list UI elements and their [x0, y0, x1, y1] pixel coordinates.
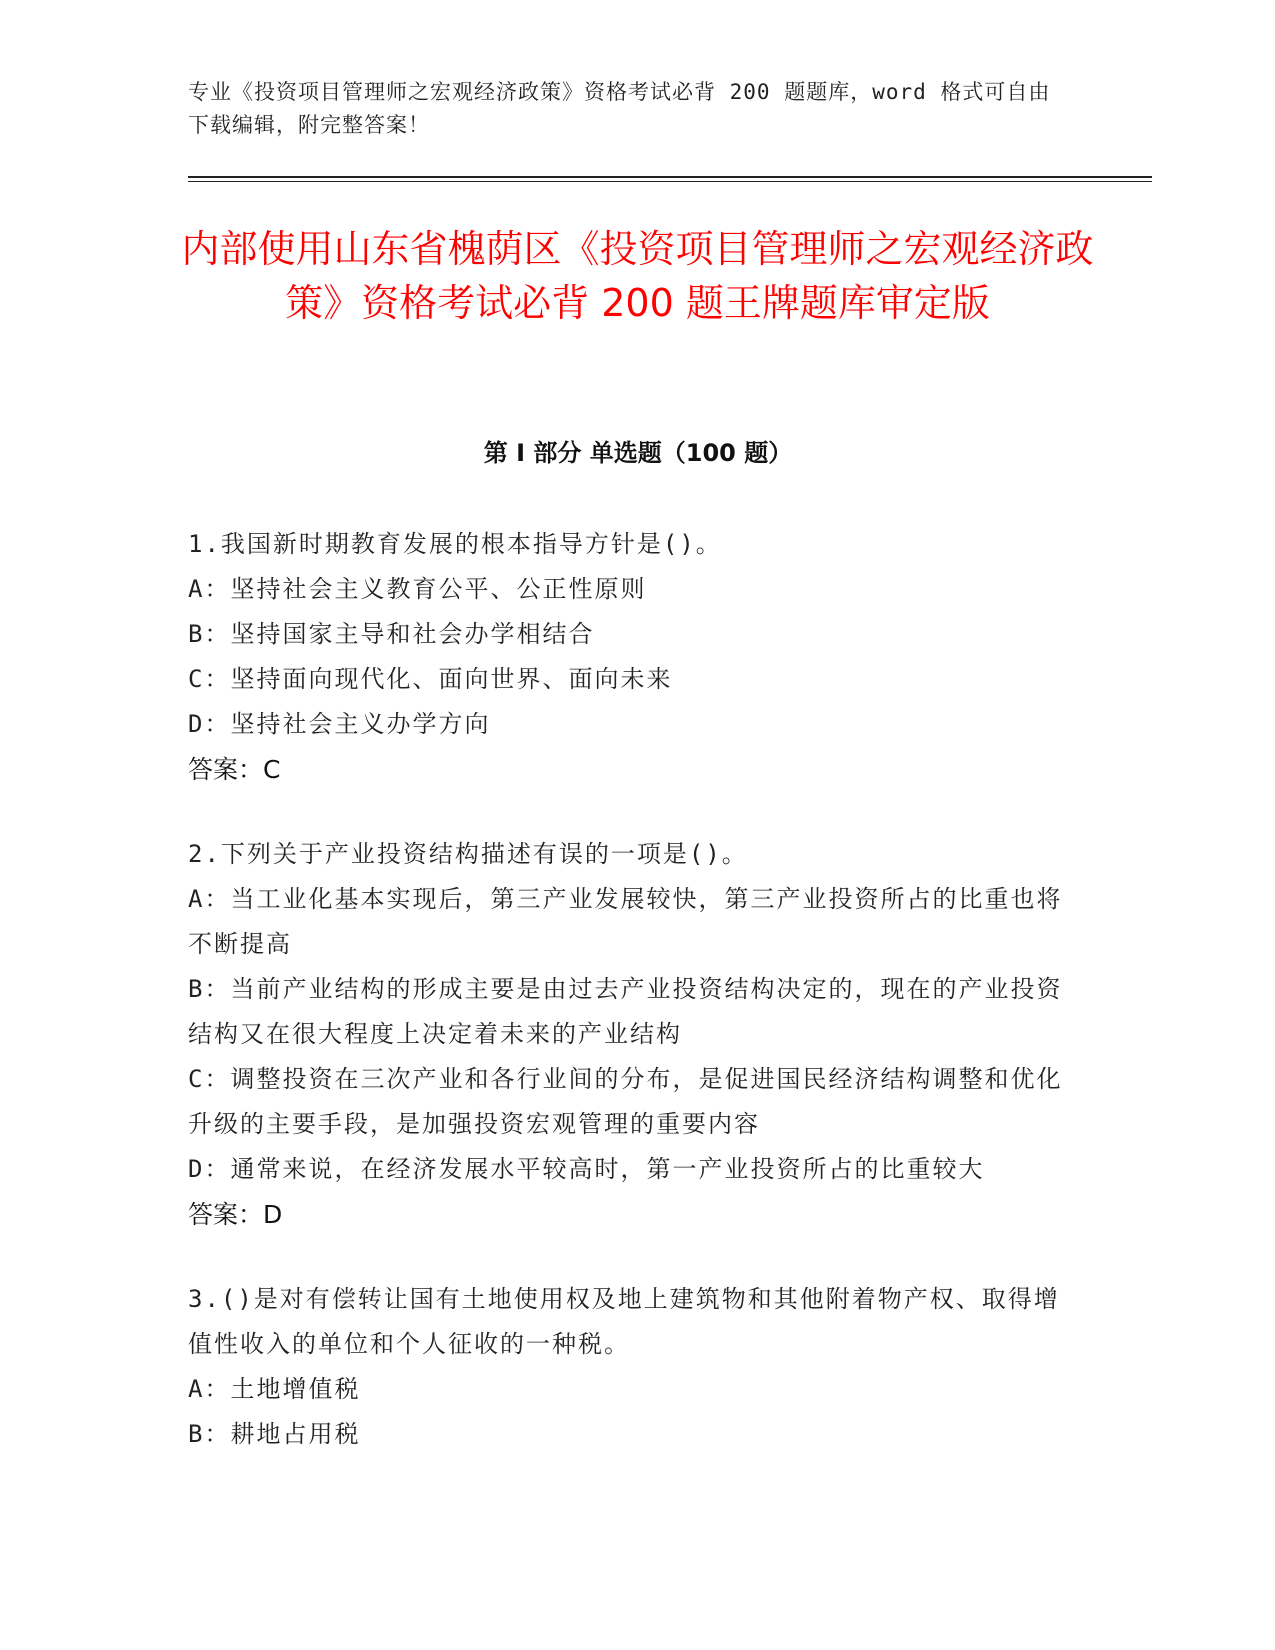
option-d: D：通常来说，在经济发展水平较高时，第一产业投资所占的比重较大	[188, 1155, 985, 1183]
question-stem: 3.()是对有偿转让国有土地使用权及地上建筑物和其他附着物产权、取得增值性收入的单位和个人征收的一种税。	[188, 1285, 1060, 1358]
question-list	[188, 522, 1068, 1497]
option-d: D：坚持社会主义办学方向	[188, 710, 491, 738]
option-c: C：调整投资在三次产业和各行业间的分布，是促进国民经济结构调整和优化升级的主要手段，是加强投资宏观管理的重要内容	[188, 1065, 1063, 1138]
option-b: B：耕地占用税	[188, 1420, 361, 1448]
section-title: 第 I 部分 单选题（100 题）	[483, 439, 793, 467]
header-note: 专业《投资项目管理师之宏观经济政策》资格考试必背 200 题题库，word 格式可自由下载编辑，附完整答案！	[188, 80, 1051, 137]
answer: 答案：C	[188, 755, 281, 784]
option-b: B：当前产业结构的形成主要是由过去产业投资结构决定的，现在的产业投资结构又在很大程度上决定着未来的产业结构	[188, 975, 1063, 1048]
option-b: B：坚持国家主导和社会办学相结合	[188, 620, 595, 648]
option-a: A：土地增值税	[188, 1375, 361, 1403]
answer: 答案：D	[188, 1200, 283, 1229]
document-title: 内部使用山东省槐荫区《投资项目管理师之宏观经济政策》资格考试必背 200 题王牌题库审定版	[181, 227, 1094, 325]
question-stem: 1.我国新时期教育发展的根本指导方针是()。	[188, 530, 722, 558]
question-1	[188, 522, 1068, 792]
option-a: A：当工业化基本实现后，第三产业发展较快，第三产业投资所占的比重也将不断提高	[188, 885, 1063, 958]
header-rule-thick	[188, 176, 1152, 178]
option-a: A：坚持社会主义教育公平、公正性原则	[188, 575, 647, 603]
question-stem: 2.下列关于产业投资结构描述有误的一项是()。	[188, 840, 748, 868]
question-3	[188, 1277, 1068, 1457]
header-rule-thin	[188, 181, 1152, 182]
option-c: C：坚持面向现代化、面向世界、面向未来	[188, 665, 673, 693]
question-2	[188, 832, 1068, 1237]
